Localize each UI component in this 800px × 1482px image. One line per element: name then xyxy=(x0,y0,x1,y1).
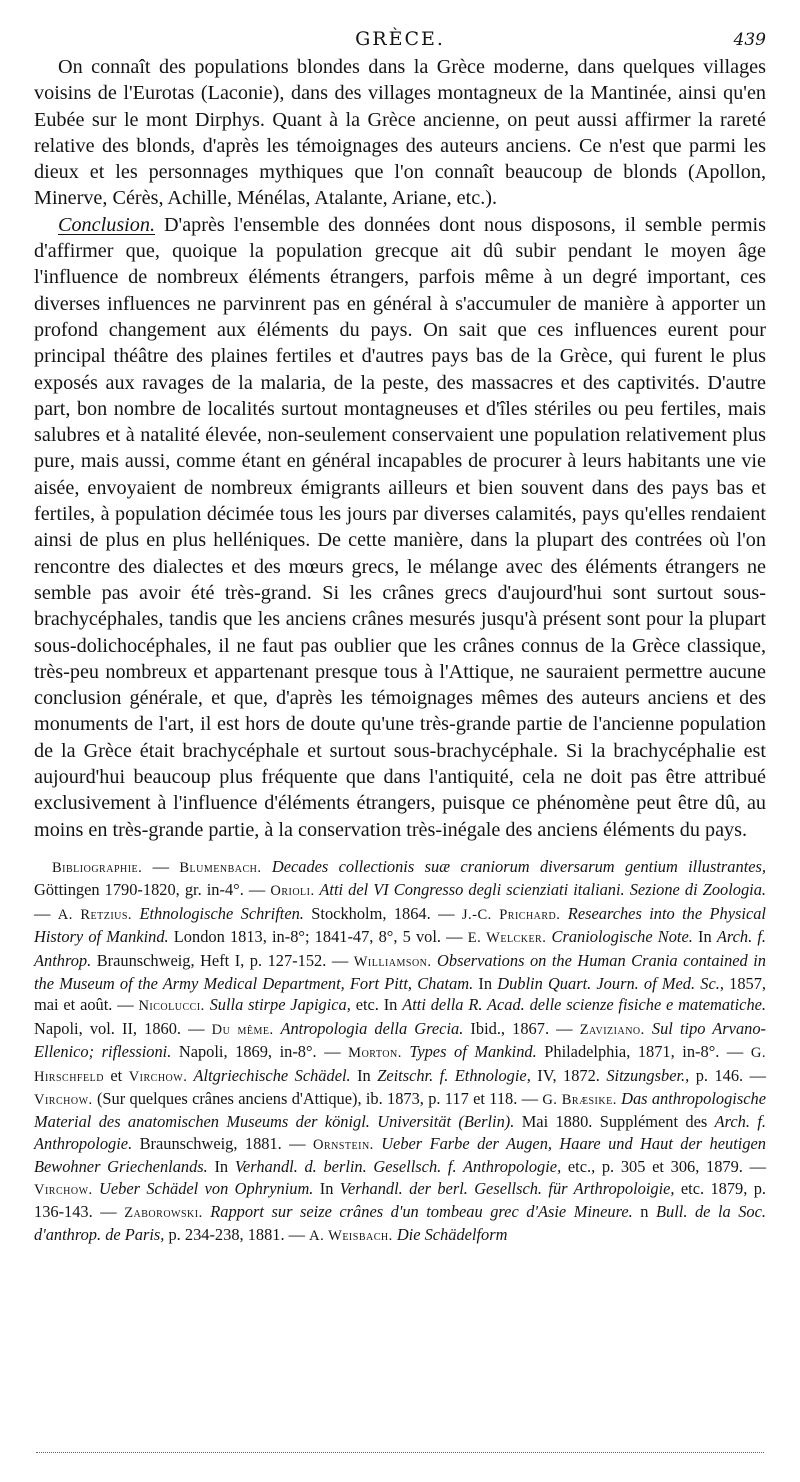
running-head xyxy=(34,28,766,54)
bib-author: Virchow. xyxy=(128,1068,188,1085)
conclusion-text: D'après l'ensemble des données dont nous disposons, il semble permis d'affirmer que, quoique la population grecque ait dû subir pendant le moyen âge l'influence de nombreux éléments étrangers, parfois même à un degré important, ces diverses influences ne parvinrent pas en général à s'accumuler de manière à apporter un profond changement aux éléments du pays. On sait que ces influences eurent pour principal théâtre des plaines fertiles et d'autres pays bas de la Grèce, qui furent le plus exposés aux ravages de la malaria, de la peste, des massacres et des captivités. D'autre part, bon nombre de localités surtout montagneuses et d'îles stériles ou peu fertiles, mais salubres et à natalité élevée, non-seulement conservaient une population relativement plus pure, mais aussi, comme étant en général incapables de procurer à leurs habitants une vie aisée, envoyaient de nombreux émigrants ailleurs et bien souvent dans des pays bas et fertiles, à population décimée tous les jours par diverses calamités, pays qu'elles rendaient ainsi de plus en plus helléniques. De cette manière, dans la plupart des contrées où l'on rencontre des dialectes et des mœurs grecs, le mélange avec des éléments étrangers ne semble pas avoir été très-grand. Si les crânes grecs d'aujourd'hui sont surtout sous-brachycéphales, tandis que les anciens crânes mesurés jusqu'à présent sont pour la plupart sous-dolichocéphales, il ne faut pas oublier que les crânes connus de la Grèce classique, très-peu nombreux et appartenant presque tous à l'Attique, ne sauraient permettre aucune conclusion générale, et que, d'après les témoignages mêmes des auteurs anciens et des monuments de l'art, il est hors de doute qu'une très-grande partie de l'ancienne population de la Grèce était brachycéphale et surtout sous-brachycéphale. Si la brachycéphalie est aujourd'hui beaucoup plus fréquente que dans l'antiquité, cela ne doit pas être attribué exclusivement à l'influence d'éléments étrangers, puisque ce phénomène peut être dû, au moins en très-grande partie, à la conservation très-inégale des anciens éléments du pays. xyxy=(34,213,766,841)
bib-author: G. Bræsike. xyxy=(542,1091,617,1108)
bib-journal: Sitzungsber., xyxy=(606,1065,690,1085)
paragraph-blond-populations: On connaît des populations blondes dans la Grèce moderne, dans quelques villages voisins de l'Eurotas (Laconie), dans des villages montagneux de la Mantinée, ainsi qu'en Eubée sur le mont Dirphys. Quant à la Grèce ancienne, on peut aussi affirmer la rareté relative des blonds, d'après les témoignages des auteurs anciens. Ce n'est que parmi les dieux et les personnages mythiques que l'on connaît beaucoup de blonds (Apollon, Minerve, Cérès, Achille, Ménélas, Atalante, Ariane, etc.). xyxy=(34,56,766,210)
bib-author: Blumenbach. xyxy=(179,859,262,876)
running-title: GRÈCE. xyxy=(355,28,445,50)
bib-details: In xyxy=(207,1157,235,1177)
bib-details: Braunschweig, 1881. — xyxy=(132,1133,313,1153)
bibliography xyxy=(34,856,766,1248)
bib-author: Ornstein. xyxy=(312,1136,374,1153)
bib-journal: Bull. de la Soc. d'anthrop. de Paris, xyxy=(34,1202,766,1245)
bib-author: E. Welcker. xyxy=(467,930,547,947)
bib-separator: — xyxy=(142,856,180,876)
bib-journal: Arch. f. Anthrop. xyxy=(34,927,766,970)
bib-journal: Dublin Quart. Journ. of Med. Sc. xyxy=(497,973,720,993)
bib-author: Williamson. xyxy=(353,953,432,970)
bib-journal: Verhandl. d. berlin. Gesellsch. f. Anthropologie, xyxy=(234,1157,562,1177)
bib-details: In xyxy=(473,973,498,993)
bib-title: Sulla stirpe Japigica, xyxy=(204,995,351,1015)
bibliography-label: Bibliographie. xyxy=(52,859,143,876)
bib-details: IV, 1872. xyxy=(530,1065,607,1085)
body-text xyxy=(34,54,766,843)
bib-details: etc. In xyxy=(350,995,403,1015)
bib-details: Napoli, 1869, in-8°. — xyxy=(171,1042,349,1062)
bib-title: Decades collectionis suæ craniorum diversarum gentium illustrantes, xyxy=(261,856,766,876)
bib-details: et xyxy=(103,1065,129,1085)
paragraph-conclusion xyxy=(34,212,766,843)
bibliography-paragraph xyxy=(34,856,766,1248)
bib-details: (Sur quelques crânes anciens d'Attique), ib. 1873, p. 117 et 118. — xyxy=(92,1088,543,1108)
bib-title: Atti del VI Congresso degli scienziati italiani. Sezione di Zoologia. xyxy=(314,880,766,900)
bib-journal: Verhandl. der berl. Gesellsch. für Arthropoloigie, xyxy=(339,1178,675,1198)
bib-details: p. 234-238, 1881. — xyxy=(164,1225,310,1245)
bib-title: Ueber Farbe der Augen, Haare und Haut der heutigen Bewohner Griechenlands. xyxy=(34,1133,766,1177)
bib-details: Ibid., 1867. — xyxy=(463,1018,580,1038)
bib-journal: Arch. f. Anthropologie. xyxy=(34,1112,766,1153)
bib-details: Philadelphia, 1871, in-8°. — xyxy=(536,1042,751,1062)
bib-details: Braunschweig, Heft I, p. 127-152. — xyxy=(91,950,354,970)
bib-title: Das anthropologische Material des anatomischen Museums der königl. Universität (Berlin). xyxy=(34,1088,766,1132)
page-number: 439 xyxy=(733,30,766,50)
bib-author: G. Hirschfeld xyxy=(34,1045,766,1085)
bib-title: Antropologia della Grecia. xyxy=(273,1018,464,1038)
bib-details: etc., p. 305 et 306, 1879. — xyxy=(561,1157,766,1177)
bib-author: Morton. xyxy=(348,1045,402,1062)
bib-title: Ethnologische Schriften. xyxy=(132,903,304,923)
bib-details: n xyxy=(632,1202,656,1221)
bib-details: Napoli, vol. II, 1860. — xyxy=(34,1018,212,1038)
bib-title: Ueber Schädel von Ophrynium. xyxy=(92,1178,314,1198)
bib-details: Stockholm, 1864. — xyxy=(303,903,462,923)
bib-details: etc. 1879, p. 136-143. — xyxy=(34,1178,766,1221)
bib-journal: Atti della R. Acad. delle scienze fisiche e matematiche. xyxy=(402,995,767,1015)
page xyxy=(34,28,766,1248)
bib-title: Craniologische Note. xyxy=(546,927,693,947)
bib-author: Du même. xyxy=(211,1021,274,1038)
bib-details: In xyxy=(692,927,717,947)
bib-title: Researches into the Physical History of Mankind. xyxy=(34,903,766,947)
bib-author: Orioli. xyxy=(270,883,315,900)
bib-title: Types of Mankind. xyxy=(401,1042,537,1062)
bib-title: Sul tipo Arvano-Ellenico; riflessioni. xyxy=(34,1018,766,1062)
bib-details: Göttingen 1790-1820, gr. in-4°. — xyxy=(34,880,271,900)
bib-details: , 1857, mai et août. — xyxy=(34,973,767,1015)
bib-journal: Zeitschr. f. Ethnologie, xyxy=(377,1065,531,1085)
bib-author: Zaviziano. xyxy=(579,1021,645,1038)
bib-author: A. Weisbach. xyxy=(309,1228,393,1245)
footer-dotted-rule xyxy=(36,1452,764,1453)
bib-author: Nicolucci. xyxy=(138,998,205,1015)
bib-details: Mai 1880. Supplément des xyxy=(514,1112,715,1132)
conclusion-heading: Conclusion. xyxy=(58,213,156,236)
bib-details: London 1813, in-8°; 1841-47, 8°, 5 vol. — xyxy=(168,927,468,947)
bib-title: Rapport sur seize crânes d'un tombeau grec d'Asie Mineure. xyxy=(202,1202,633,1221)
bib-details: — xyxy=(34,903,58,923)
bib-title: Die Schädelform xyxy=(392,1225,508,1245)
bib-author: J.-C. Prichard. xyxy=(461,906,561,923)
bib-details: In xyxy=(313,1178,340,1198)
bib-author: Virchow. xyxy=(34,1181,93,1198)
bib-title: Altgriechische Schädel. xyxy=(187,1065,351,1085)
bib-author: Zaborowski. xyxy=(124,1205,203,1221)
bib-details: p. 146. — xyxy=(689,1065,766,1085)
bib-author: A. Retzius. xyxy=(57,906,133,923)
bib-author: Virchow. xyxy=(34,1091,93,1108)
bib-details: In xyxy=(350,1065,378,1085)
bib-title: Observations on the Human Crania contained in the Museum of the Army Medical Department, Fort Pitt, Chatam. xyxy=(34,950,766,993)
